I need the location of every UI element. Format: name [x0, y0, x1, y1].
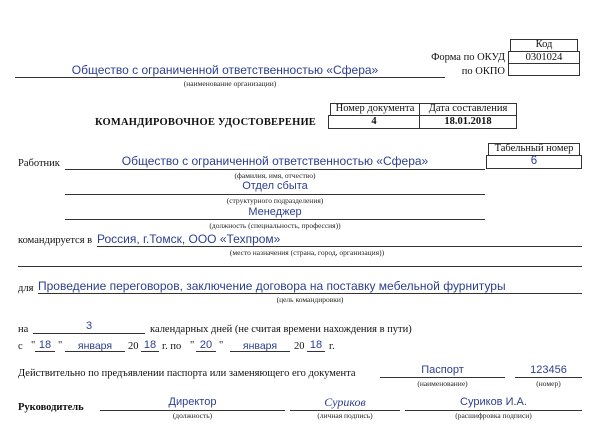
destination-caption: (место назначения (страна, город, организация)): [229, 248, 385, 257]
decoding-caption: (расшифровка подписи): [455, 411, 532, 420]
employee-position: Менеджер: [248, 206, 302, 218]
position-sign-caption: (должность): [172, 411, 213, 420]
signature-position: Директор: [168, 396, 217, 408]
doc-number-line: [515, 377, 582, 378]
from-quote-close: ": [58, 340, 63, 351]
organization-line: [15, 77, 445, 78]
signature-label: Руководитель: [18, 402, 84, 413]
purpose-caption: (цель командировки): [276, 295, 344, 304]
purpose-line: [38, 293, 582, 294]
department-line: [65, 194, 485, 195]
position-caption: (должность (специальность, профессия)): [209, 221, 341, 230]
code-header: Код: [535, 39, 553, 50]
to-year-line: [307, 351, 325, 352]
employee-name-caption: (фамилия, имя, отчество): [234, 171, 316, 180]
period-from-month: января: [77, 340, 113, 352]
destination-value: Россия, г.Томск, ООО «Техпром»: [97, 232, 281, 246]
from-year-prefix: 20: [128, 341, 139, 352]
purpose-value: Проведение переговоров, заключение договора на поставку мебельной фурнитуры: [38, 279, 506, 293]
tab-header: Табельный номер: [494, 143, 574, 154]
validity-doc-number: 123456: [530, 364, 567, 376]
doc-name-caption: (наименование): [417, 379, 468, 388]
to-year-prefix: 20: [294, 341, 305, 352]
period-from-year: 18: [143, 339, 157, 351]
doc-number-caption: (номер): [536, 379, 561, 388]
number-header: Номер документа: [335, 103, 415, 114]
document-date: 18.01.2018: [444, 116, 492, 127]
period-to-day: 20: [199, 339, 213, 351]
from-month-line: [65, 351, 125, 352]
purpose-label: для: [18, 283, 34, 294]
okpo-cell: [508, 63, 580, 76]
employee-department: Отдел сбыта: [242, 180, 308, 192]
to-day-line: [196, 351, 216, 352]
signature-sign: Суриков: [324, 395, 366, 409]
position-line: [65, 219, 485, 220]
validity-text: Действительно по предъявлении паспорта или заменяющего его документа: [18, 368, 356, 379]
destination-label: командируется в: [18, 235, 93, 246]
department-caption: (структурного подразделения): [226, 196, 324, 205]
employee-name-line: [65, 169, 485, 170]
document-number: 4: [371, 116, 377, 127]
to-month-line: [230, 351, 290, 352]
date-header: Дата составления: [428, 103, 508, 114]
tab-number: 6: [530, 155, 538, 167]
employee-label: Работник: [18, 158, 60, 169]
duration-prefix: на: [18, 324, 29, 335]
from-quote-open: ": [31, 340, 36, 351]
from-day-line: [35, 351, 55, 352]
period-from-label: с: [18, 341, 23, 352]
okud-value: 0301024: [525, 52, 563, 63]
organization-caption: (наименование организации): [183, 79, 277, 88]
from-year-suffix: г. по: [162, 341, 182, 352]
destination-line: [97, 246, 582, 247]
duration-suffix: календарных дней (не считая времени нахождения в пути): [150, 324, 412, 335]
period-to-year: 18: [309, 339, 323, 351]
employee-name: Общество с ограниченной ответственностью «Сфера»: [121, 154, 429, 168]
period-to-month: января: [242, 340, 278, 352]
blank-line: [18, 266, 582, 267]
organization-name: Общество с ограниченной ответственностью «Сфера»: [71, 63, 379, 77]
doc-name-line: [380, 377, 505, 378]
to-quote-open: ": [190, 340, 195, 351]
period-from-day: 18: [38, 339, 52, 351]
okpo-label: по ОКПО: [461, 66, 505, 77]
document-title: КОМАНДИРОВОЧНОЕ УДОСТОВЕРЕНИЕ: [95, 117, 317, 128]
duration-days: 3: [85, 320, 93, 332]
to-quote-close: ": [219, 340, 224, 351]
days-line: [33, 333, 145, 334]
from-year-line: [141, 351, 159, 352]
sign-caption: (личная подпись): [317, 411, 373, 420]
okud-label: Форма по ОКУД: [431, 52, 505, 63]
signature-decoding: Суриков И.А.: [460, 396, 527, 408]
period-end-suffix: г.: [329, 341, 335, 352]
validity-doc-name: Паспорт: [421, 364, 464, 376]
